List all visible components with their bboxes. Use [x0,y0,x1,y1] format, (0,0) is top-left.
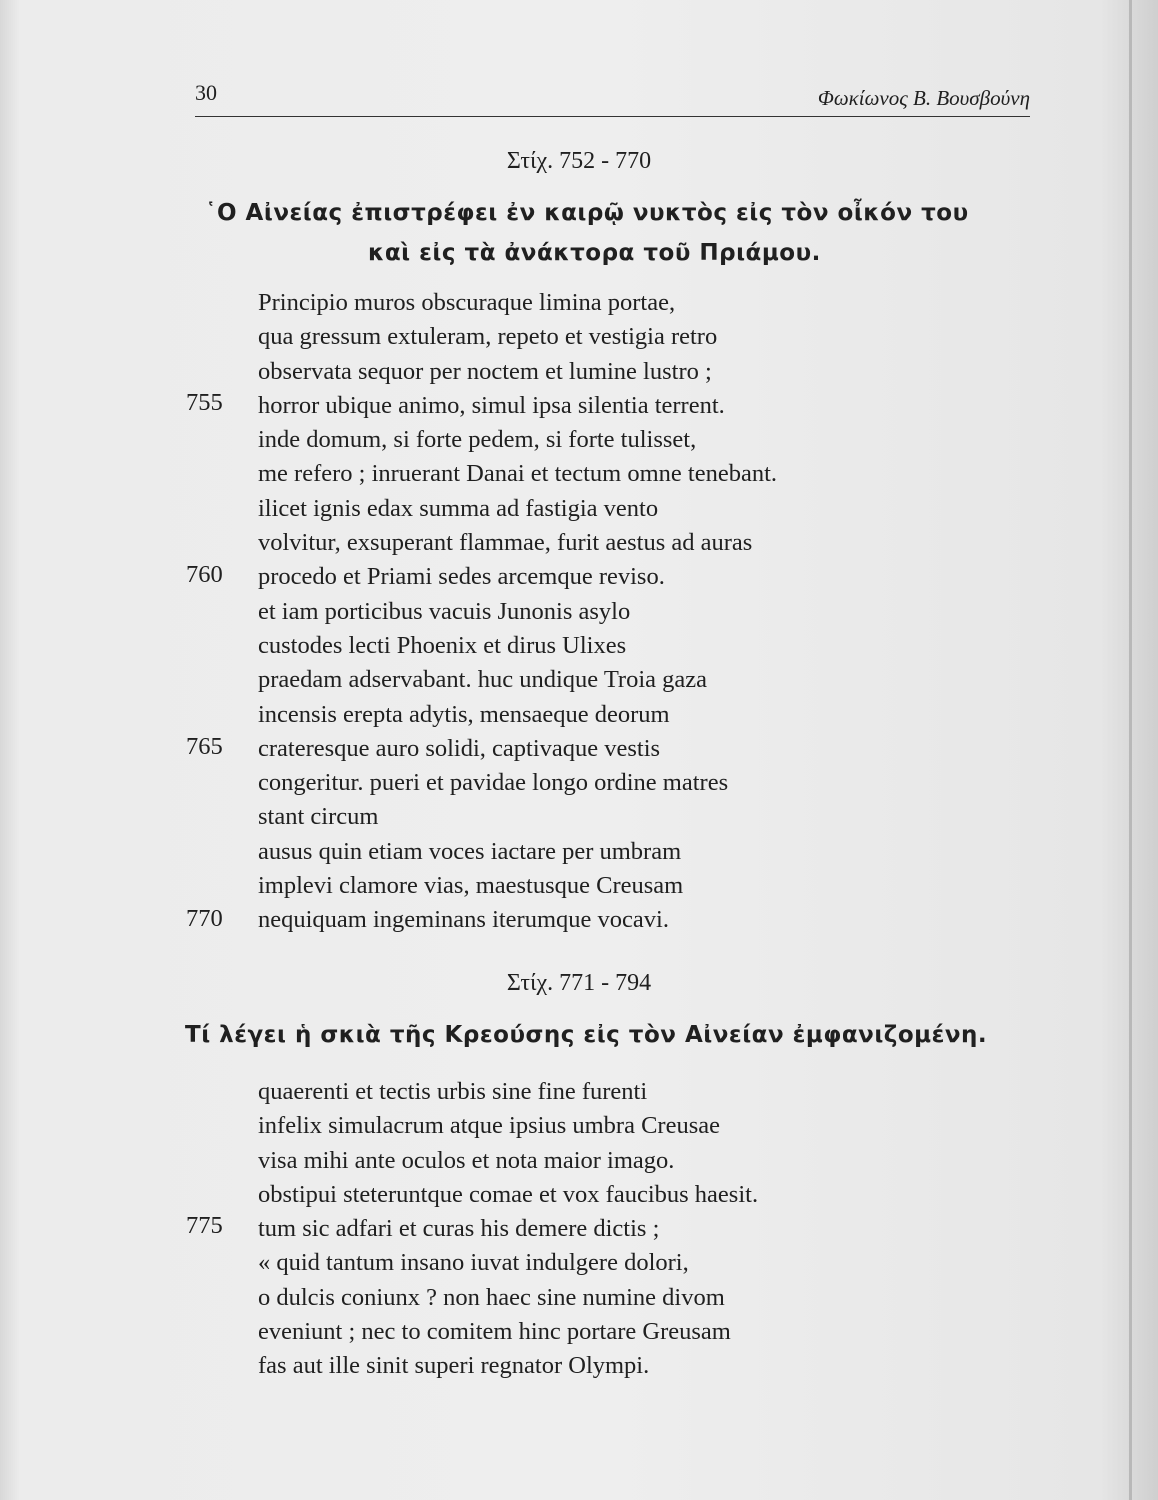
line-number-755: 755 [186,389,223,416]
verse-line: qua gressum extuleram, repeto et vestigia retro [258,323,718,351]
section2-title: Τί λέγει ἡ σκιὰ τῆς Κρεούσης εἰς τὸν Αἰνείαν ἐμφανιζομένη. [185,1022,988,1048]
verse-line: congeritur. pueri et pavidae longo ordine matres [258,769,729,797]
section1-title-line2: καὶ εἰς τὰ ἀνάκτορα τοῦ Πριάμου. [368,240,821,266]
verse-line: procedo et Priami sedes arcemque reviso. [258,563,665,591]
verse-line: quaerenti et tectis urbis sine fine furenti [258,1078,648,1105]
section2-verse-block [258,1075,758,1384]
verse-line: et iam porticibus vacuis Junonis asylo [258,597,631,625]
verse-line: nequiquam ingeminans iterumque vocavi. [258,906,669,934]
verse-line: volvitur, exsuperant flammae, furit aestus ad auras [258,529,753,557]
verse-line: fas aut ille sinit superi regnator Olympi. [258,1352,650,1380]
verse-line: incensis erepta adytis, mensaeque deorum [258,700,670,728]
verse-line: « quid tantum insano iuvat indulgere dolori, [258,1249,689,1277]
section2-verse-range: Στίχ. 771 - 794 [506,970,652,996]
verse-line: obstipui steteruntque comae et vox faucibus haesit. [258,1180,759,1208]
verse-line: ausus quin etiam voces iactare per umbram [258,837,682,865]
page-header [195,72,1030,117]
verse-line: o dulcis coniunx ? non haec sine numine divom [258,1283,725,1311]
section1-verse-block [258,286,777,938]
page-number: 30 [195,80,217,105]
verse-line: horror ubique animo, simul ipsa silentia terrent. [258,391,725,419]
verse-line: Principio muros obscuraque limina portae, [258,289,676,316]
verse-line: me refero ; inruerant Danai et tectum omne tenebant. [258,460,778,488]
verse-line: tum sic adfari et curas his demere dictis ; [258,1215,660,1243]
verse-line: crateresque auro solidi, captivaque vestis [258,734,661,762]
line-number-775: 775 [186,1212,223,1239]
section1-title-line1: ῾Ο Αἰνείας ἐπιστρέφει ἐν καιρῷ νυκτὸς εἰς τὸν οἶκόν του [205,200,969,226]
verse-line: implevi clamore vias, maestusque Creusam [258,872,684,900]
line-number-765: 765 [186,733,223,760]
line-number-770: 770 [186,905,223,932]
verse-line: stant circum [258,803,379,831]
verse-line: observata sequor per noctem et lumine lustro ; [258,357,712,385]
verse-line: custodes lecti Phoenix et dirus Ulixes [258,631,627,659]
verse-line: ilicet ignis edax summa ad fastigia vento [258,494,659,522]
verse-line: infelix simulacrum atque ipsius umbra Creusae [258,1112,720,1140]
verse-line: eveniunt ; nec to comitem hinc portare Greusam [258,1318,731,1346]
verse-line: inde domum, si forte pedem, si forte tulisset, [258,426,697,454]
running-head: Φωκίωνος Β. Βουσβούνη [817,86,1030,110]
page-spine-shadow [1129,0,1132,1500]
section1-verse-range: Στίχ. 752 - 770 [506,148,652,174]
verse-line: praedam adservabant. huc undique Troia gaza [258,666,708,694]
verse-line: visa mihi ante oculos et nota maior imago. [258,1146,675,1174]
line-number-760: 760 [186,561,223,588]
